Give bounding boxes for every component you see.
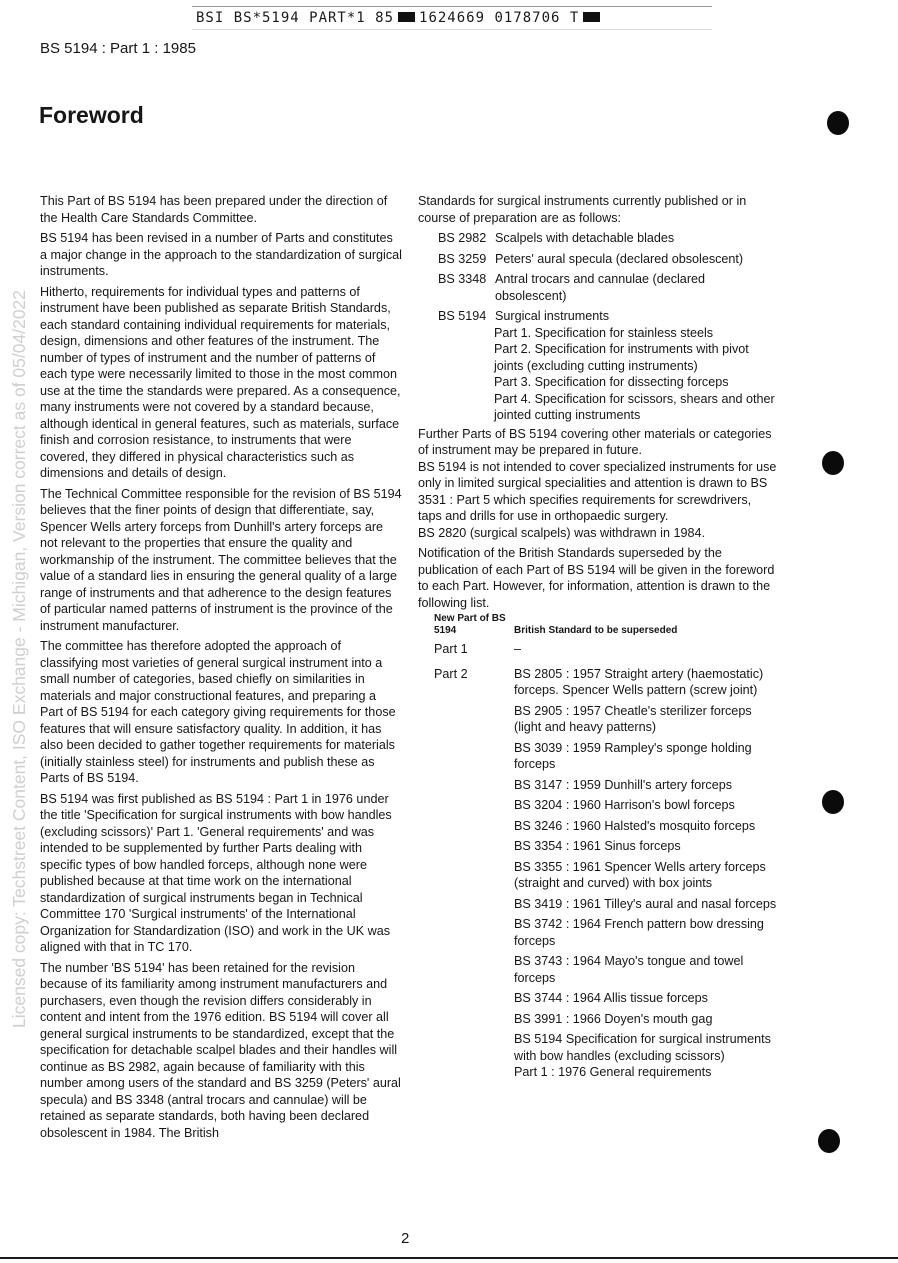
bs5194-part: Part 3. Specification for dissecting forceps [494,375,729,389]
scan-header-right: 1624669 0178706 T [419,10,580,26]
bs5194-part: Part 1. Specification for stainless steels [494,325,714,340]
superseded-entry: BS 3355 : 1961 Spencer Wells artery forceps (straight and curved) with box joints [514,859,766,890]
scan-block-mark [583,12,600,22]
standard-item [418,230,778,247]
superseded-entry: BS 3419 : 1961 Tilley's aural and nasal forceps [514,896,777,911]
paragraph: BS 5194 was first published as BS 5194 : Part 1 in 1976 under the title 'Specification for surgical instruments with bow handles (excluding scissors)' Part 1. 'General requirements' and was intended to be supplemented by further Parts dealing with specific types of bow handled forceps, although none were published because at that time work on the international standardization of surgical instruments began in Technical Committee 170 'Surgical instruments' of the International Organization for Standardization (ISO) and work in the UK was aligned with that in TC 170. [40,791,392,954]
standard-code: BS 3348 [438,272,487,286]
page-heading: Foreword [39,102,144,128]
withdrawn-text: BS 2820 (surgical scalpels) was withdrawn in 1984. [418,525,705,540]
table-header-part: New Part of BS 5194 [434,613,506,636]
notification-text: Notification of the British Standards superseded by the publication of each Part of BS 5194 will be given in the foreword to each Part. However, for information, attention is drawn to the following list. [418,546,775,610]
superseded-entry: BS 5194 Specification for surgical instruments with bow handles (excluding scissors) [514,1032,771,1063]
document-reference: BS 5194 : Part 1 : 1985 [40,40,196,57]
standard-title: Peters' aural specula (declared obsolescent) [495,251,744,266]
bs5194-parts-list [418,325,778,424]
scan-block-mark [398,12,415,22]
paragraph: The committee has therefore adopted the approach of classifying most varieties of general surgical instrument into a small number of categories, based chiefly on similarities in materials and major constructional features, and preparing a Part of BS 5194 for each category giving requirements for those features that will ensure satisfactory quality. In addition, it has also been decided to gather together requirements for materials (initially stainless steel) for instruments and publish these as Parts of BS 5194. [40,639,396,785]
punch-hole-icon [822,790,844,814]
superseded-entry: BS 2905 : 1957 Cheatle's sterilizer forceps (light and heavy patterns) [514,703,752,734]
superseded-entry: – [514,642,522,656]
right-column [418,193,778,1085]
paragraph: This Part of BS 5194 has been prepared under the direction of the Health Care Standards Committee. [40,194,388,225]
superseded-entry: BS 3743 : 1964 Mayo's tongue and towel forceps [514,954,744,985]
standard-code: BS 2982 [438,231,487,245]
license-watermark: Licensed copy: Techstreet Content, ISO Exchange - Michigan, Version correct as of 05/04/2022 [9,289,29,1028]
standard-title: Surgical instruments [495,309,610,323]
scan-second-rule [192,29,712,30]
scan-header [196,10,604,26]
standard-code: BS 3259 [438,251,487,266]
supersede-table [418,613,778,1085]
superseded-entry-last-line: Part 1 : 1976 General requirements [514,1065,712,1079]
specialized-text: BS 5194 is not intended to cover specialized instruments for use only in limited surgical specialities and attention is drawn to BS 3531 : Part 5 which specifies requirements for screwdrivers, taps and drills for use in orthopaedic surgery. [418,459,777,523]
table-header-standard: British Standard to be superseded [514,625,678,636]
left-column [40,193,402,1145]
superseded-entry: BS 2805 : 1957 Straight artery (haemostatic) forceps. Spencer Wells pattern (screw joint) [514,666,764,697]
paragraph: The number 'BS 5194' has been retained for the revision because of its familiarity among instrument manufacturers and purchasers, even though the revision differs considerably in content and intent from the 1976 edition. BS 5194 will cover all general surgical instruments to be standardized, except that the specification for detachable scalpel blades and their handles will continue as BS 2982, again because of familiarity with this number among users of the standard and BS 3259 (Peters' aural specula) and BS 3348 (antral trocars and cannulae) will be retained as separate standards, both having been declared obsolescent in 1984. The British [40,960,401,1140]
scan-header-left: BSI BS*5194 PART*1 85 [196,10,395,26]
standard-item [418,308,778,325]
superseded-entry: BS 3742 : 1964 French pattern bow dressing forceps [514,917,764,948]
paragraph: BS 5194 has been revised in a number of Parts and constitutes a major change in the approach to the standardization of surgical instruments. [40,231,402,278]
superseded-cell [514,641,778,666]
superseded-entry: BS 3204 : 1960 Harrison's bowl forceps [514,798,735,812]
standards-intro: Standards for surgical instruments currently published or in course of preparation are as follows: [418,194,747,225]
bs5194-part: Part 4. Specification for scissors, shears and other jointed cutting instruments [494,391,775,422]
superseded-entry: BS 3147 : 1959 Dunhill's artery forceps [514,777,733,792]
scan-top-rule [192,6,712,7]
page-number: 2 [401,1230,410,1247]
superseded-entry: BS 3991 : 1966 Doyen's mouth gag [514,1011,713,1026]
bs5194-part: Part 2. Specification for instruments with pivot joints (excluding cutting instruments) [494,342,749,373]
table-row [418,666,778,1085]
part-cell: Part 2 [434,666,468,681]
punch-hole-icon [822,451,844,475]
punch-hole-icon [827,111,849,135]
standard-item [418,251,778,268]
superseded-entry: BS 3246 : 1960 Halsted's mosquito forceps [514,818,756,833]
further-parts-text: Further Parts of BS 5194 covering other materials or categories of instrument may be prepared in future. [418,426,772,457]
punch-hole-icon [818,1129,840,1153]
superseded-entry: BS 3744 : 1964 Allis tissue forceps [514,991,708,1005]
paragraph: The Technical Committee responsible for the revision of BS 5194 believes that the finer points of design that differentiate, say, Spencer Wells artery forceps from Dunhill's artery forceps are not relevant to the properties that ensure the quality and workmanship of the instrument. The committee believes that the value of a standard lies in ensuring the general quality of a large range of instruments and that adherence to the design features of particular named patterns of instrument is the province of the instrument manufacturer. [40,486,402,633]
standard-title: Antral trocars and cannulae (declared obsolescent) [495,272,706,303]
superseded-cell [514,666,778,1085]
superseded-entry: BS 3039 : 1959 Rampley's sponge holding forceps [514,740,752,771]
paragraph: Hitherto, requirements for individual types and patterns of instrument have been published as separate British Standards, each standard containing individual requirements for materials, design, dimensions and other features of the instrument. The number of types of instrument and the number of patterns of each type were necessarily limited to those in the most common use at the time the standards were prepared. As a consequence, many instruments were not covered by a standard because, although identical in general features, such as materials, surface finish and corrosion resistance, to instruments that were covered, they differed in physical characteristics such as dimensions and details of design. [40,284,401,480]
part-cell: Part 1 [434,642,468,656]
standard-code: BS 5194 [438,309,487,323]
standard-item [418,271,778,304]
standard-title: Scalpels with detachable blades [495,231,675,245]
bottom-edge-rule [0,1257,898,1259]
table-row [418,641,778,666]
superseded-entry: BS 3354 : 1961 Sinus forceps [514,839,681,853]
